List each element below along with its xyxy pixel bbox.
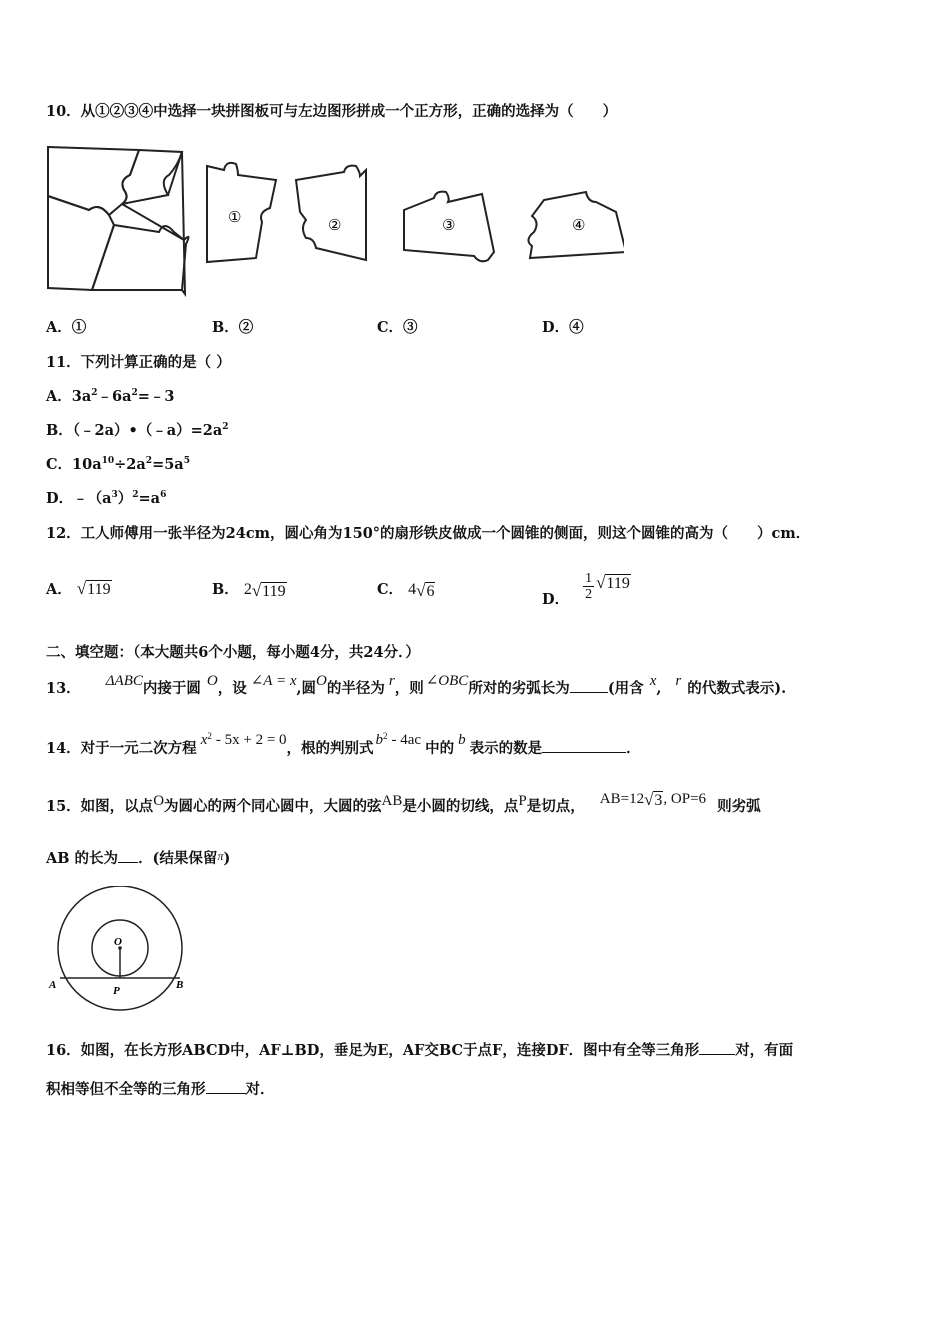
label-b: B bbox=[176, 979, 184, 991]
q12-option-c[interactable]: C． 4 √ 6 bbox=[377, 581, 435, 600]
q10-option-b[interactable]: B．② bbox=[212, 319, 254, 336]
q11-option-d[interactable]: D．$﹣(a^3)^2=a^6$ bbox=[46, 490, 167, 507]
q11-option-a[interactable]: A．$3a^2﹣6a^2=﹣3$ bbox=[46, 388, 175, 405]
q11-option-c[interactable]: C．$10a^{10}\div 2a^2=5a^5$ bbox=[46, 456, 190, 473]
q12-option-b[interactable]: B． 2 √ 119 bbox=[212, 581, 286, 600]
q10-option-a[interactable]: A．① bbox=[46, 319, 87, 336]
q15-text-line2: AB 的长为 ．(结果保留$^\pi$) bbox=[46, 849, 231, 867]
q12-option-d[interactable]: D． $\frac{1}{2}$ √ 119 bbox=[542, 570, 630, 608]
q12-option-a[interactable]: A． √ 119 bbox=[46, 579, 111, 598]
puzzle-piece-2 bbox=[296, 166, 366, 260]
q16-text-line2: 积相等但不全等的三角形 对． bbox=[46, 1081, 275, 1098]
q12-text: 12．工人师傅用一张半径为24cm，圆心角为150°的扇形铁皮做成一个圆锥的侧面，则这个圆锥的高为（ ）cm． bbox=[46, 525, 811, 542]
puzzle-piece-4 bbox=[528, 192, 624, 258]
puzzle-piece-1 bbox=[207, 163, 276, 262]
q10-figure bbox=[44, 140, 624, 300]
puzzle-label-2: ② bbox=[328, 218, 342, 234]
puzzle-label-1: ① bbox=[228, 210, 242, 226]
q15-text-line1: 15．如图，以点O为圆心的两个同心圆中，大圆的弦AB是小圆的切线，点P是切点， AB=12 √ 3 , OP=6 则劣弧 bbox=[46, 790, 761, 815]
q10-option-d[interactable]: D．④ bbox=[542, 319, 584, 336]
left-composite-shape bbox=[48, 147, 189, 294]
q11-option-b[interactable]: B．$(﹣2a)•(﹣a)=2a^2$ bbox=[46, 422, 229, 439]
q15-concentric-circles-figure bbox=[44, 886, 194, 1016]
puzzle-label-3: ③ bbox=[442, 218, 456, 234]
q11-text: 11．下列计算正确的是（ ） bbox=[46, 354, 231, 371]
q14-text: 14．对于一元二次方程 $x^2 - 5x + 2 = 0$，根的判别式 $b^2 - 4ac$ 中的 b 表示的数是 ． bbox=[46, 731, 641, 757]
label-a: A bbox=[49, 979, 57, 991]
label-p: P bbox=[113, 985, 120, 997]
q13-text: 13． ΔABC内接于圆 O，设 ∠A = x,圆O的半径为 r，则 ∠OBC所对的劣弧长为 (用含 x, r 的代数式表示). bbox=[46, 673, 787, 697]
puzzle-piece-3 bbox=[404, 192, 494, 262]
puzzle-label-4: ④ bbox=[572, 218, 586, 234]
section2-heading: 二、填空题：（本大题共6个小题，每小题4分，共24分．） bbox=[46, 644, 420, 661]
q16-text-line1: 16．如图，在长方形ABCD中，AF⊥BD，垂足为E，AF交BC于点F，连接DF．图中有全等三角形 对，有面 bbox=[46, 1042, 794, 1059]
q10-option-c[interactable]: C．③ bbox=[377, 319, 418, 336]
q10-text: 10．从①②③④中选择一块拼图板可与左边图形拼成一个正方形，正确的选择为（ ） bbox=[46, 103, 618, 120]
label-o: O bbox=[114, 936, 122, 948]
